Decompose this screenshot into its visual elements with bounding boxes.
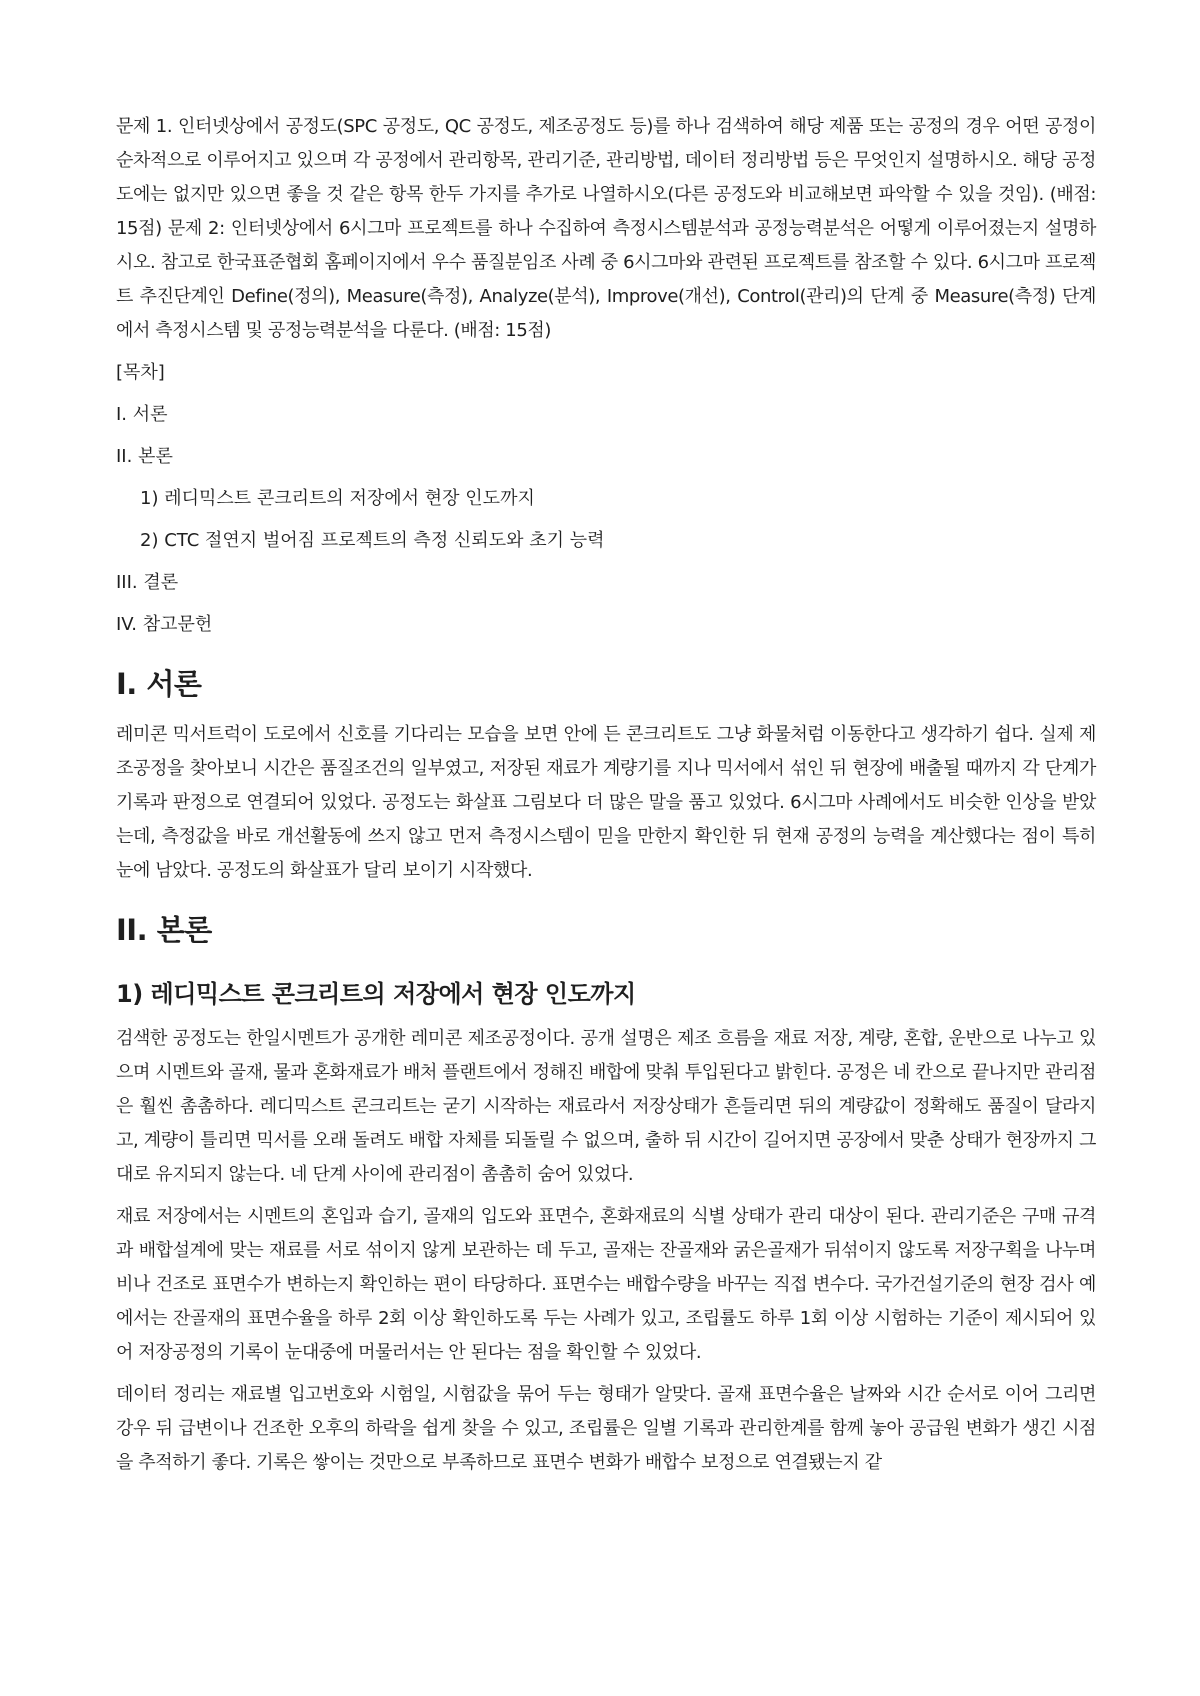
toc-title: [목차] [116, 362, 165, 383]
body-sub1-heading: 1) 레디믹스트 콘크리트의 저장에서 현장 인도까지 [116, 980, 636, 1008]
toc-item-references: IV. 참고문헌 [116, 614, 213, 635]
body-heading: II. 본론 [116, 913, 212, 947]
assignment-prompt: 문제 1. 인터넷상에서 공정도(SPC 공정도, QC 공정도, 제조공정도 등)를 하나 검색하여 해당 제품 또는 공정의 경우 어떤 공정이 순차적으로 이루어지고 있으며 각 공정에서 관리항목, 관리기준, 관리방법, 데이터 정리방법 등은 무엇인지 설명하시오. 해당 공정도에는 없지만 있으면 좋을 것 같은 항목 한두 가지를 추가로 나열하시오(다른 공정도와 비교해보면 파악할 수 있을 것임). (배점: 15점) 문제 2: 인터넷상에서 6시그마 프로젝트를 하나 수집하여 측정시스템분석과 공정능력분석은 어떻게 이루어졌는지 설명하시오. 참고로 한국표준협회 홈페이지에서 우수 품질분임조 사례 중 6시그마와 관련된 프로젝트를 참조할 수 있다. 6시그마 프로젝트 추진단계인 Define(정의), Measure(측정), Analyze(분석), Improve(개선), Control(관리)의 단계 중 Measure(측정) 단계에서 측정시스템 및 공정능력분석을 다룬다. (배점: 15점) [116, 116, 1096, 341]
document-page [116, 110, 1096, 1488]
body-sub1-paragraph-1: 검색한 공정도는 한일시멘트가 공개한 레미콘 제조공정이다. 공개 설명은 제조 흐름을 재료 저장, 계량, 혼합, 운반으로 나누고 있으며 시멘트와 골재, 물과 혼화재료가 배처 플랜트에서 정해진 배합에 맞춰 투입된다고 밝힌다. 공정은 네 칸으로 끝나지만 관리점은 훨씬 촘촘하다. 레디믹스트 콘크리트는 굳기 시작하는 재료라서 저장상태가 흔들리면 뒤의 계량값이 정확해도 품질이 달라지고, 계량이 틀리면 믹서를 오래 돌려도 배합 자체를 되돌릴 수 없으며, 출하 뒤 시간이 길어지면 공장에서 맞춘 상태가 현장까지 그대로 유지되지 않는다. 네 단계 사이에 관리점이 촘촘히 숨어 있었다. [116, 1028, 1096, 1185]
toc-item-conclusion: III. 결론 [116, 572, 179, 593]
body-sub1-paragraph-3: 데이터 정리는 재료별 입고번호와 시험일, 시험값을 묶어 두는 형태가 알맞다. 골재 표면수율은 날짜와 시간 순서로 이어 그리면 강우 뒤 급변이나 건조한 오후의 하락을 쉽게 찾을 수 있고, 조립률은 일별 기록과 관리한계를 함께 놓아 공급원 변화가 생긴 시점을 추적하기 좋다. 기록은 쌓이는 것만으로 부족하므로 표면수 변화가 배합수 보정으로 연결됐는지 같 [116, 1384, 1096, 1473]
intro-heading: I. 서론 [116, 667, 202, 701]
toc-item-body-sub1: 1) 레디믹스트 콘크리트의 저장에서 현장 인도까지 [140, 488, 535, 509]
toc-item-body: II. 본론 [116, 446, 173, 467]
intro-paragraph: 레미콘 믹서트럭이 도로에서 신호를 기다리는 모습을 보면 안에 든 콘크리트도 그냥 화물처럼 이동한다고 생각하기 쉽다. 실제 제조공정을 찾아보니 시간은 품질조건의 일부였고, 저장된 재료가 계량기를 지나 믹서에서 섞인 뒤 현장에 배출될 때까지 각 단계가 기록과 판정으로 연결되어 있었다. 공정도는 화살표 그림보다 더 많은 말을 품고 있었다. 6시그마 사례에서도 비슷한 인상을 받았는데, 측정값을 바로 개선활동에 쓰지 않고 먼저 측정시스템이 믿을 만한지 확인한 뒤 현재 공정의 능력을 계산했다는 점이 특히 눈에 남았다. 공정도의 화살표가 달리 보이기 시작했다. [116, 724, 1096, 881]
toc-item-intro: I. 서론 [116, 404, 168, 425]
body-sub1-paragraph-2: 재료 저장에서는 시멘트의 혼입과 습기, 골재의 입도와 표면수, 혼화재료의 식별 상태가 관리 대상이 된다. 관리기준은 구매 규격과 배합설계에 맞는 재료를 서로 섞이지 않게 보관하는 데 두고, 골재는 잔골재와 굵은골재가 뒤섞이지 않도록 저장구획을 나누며 비나 건조로 표면수가 변하는지 확인하는 편이 타당하다. 표면수는 배합수량을 바꾸는 직접 변수다. 국가건설기준의 현장 검사 예에서는 잔골재의 표면수율을 하루 2회 이상 확인하도록 두는 사례가 있고, 조립률도 하루 1회 이상 시험하는 기준이 제시되어 있어 저장공정의 기록이 눈대중에 머물러서는 안 된다는 점을 확인할 수 있었다. [116, 1206, 1096, 1363]
toc-item-body-sub2: 2) CTC 절연지 벌어짐 프로젝트의 측정 신뢰도와 초기 능력 [140, 530, 605, 551]
